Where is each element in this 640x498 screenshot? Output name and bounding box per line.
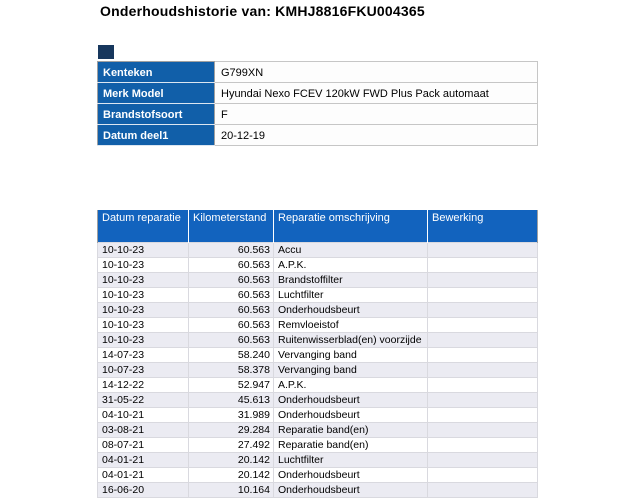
odometer-cell: 31.989 <box>189 407 274 422</box>
repair-date-cell: 04-10-21 <box>98 407 189 422</box>
vehicle-info-table <box>97 61 538 146</box>
odometer-cell: 58.378 <box>189 362 274 377</box>
table-row <box>98 437 538 452</box>
bewerking-cell <box>428 437 538 452</box>
bewerking-cell <box>428 422 538 437</box>
description-cell: Vervanging band <box>274 362 428 377</box>
description-cell: Onderhoudsbeurt <box>274 482 428 497</box>
repair-date-cell: 04-01-21 <box>98 452 189 467</box>
repair-date-cell: 04-01-21 <box>98 467 189 482</box>
table-row <box>98 302 538 317</box>
bewerking-cell <box>428 452 538 467</box>
bewerking-cell <box>428 242 538 257</box>
odometer-cell: 52.947 <box>189 377 274 392</box>
info-row <box>98 125 538 146</box>
odometer-cell: 60.563 <box>189 257 274 272</box>
odometer-cell: 60.563 <box>189 302 274 317</box>
column-header-repair-date: Datum reparatie <box>98 210 189 242</box>
repair-date-cell: 10-10-23 <box>98 272 189 287</box>
info-row-value: 20-12-19 <box>215 125 538 146</box>
repair-date-cell: 14-07-23 <box>98 347 189 362</box>
table-row <box>98 452 538 467</box>
repair-date-cell: 16-06-20 <box>98 482 189 497</box>
info-row-label: Brandstofsoort <box>98 104 215 125</box>
info-row-value: G799XN <box>215 62 538 83</box>
description-cell: Ruitenwisserblad(en) voorzijde <box>274 332 428 347</box>
info-row-label: Kenteken <box>98 62 215 83</box>
description-cell: Reparatie band(en) <box>274 422 428 437</box>
bewerking-cell <box>428 287 538 302</box>
odometer-cell: 60.563 <box>189 242 274 257</box>
description-cell: Remvloeistof <box>274 317 428 332</box>
description-cell: Onderhoudsbeurt <box>274 407 428 422</box>
repair-date-cell: 10-10-23 <box>98 257 189 272</box>
bewerking-cell <box>428 302 538 317</box>
bewerking-cell <box>428 347 538 362</box>
odometer-cell: 20.142 <box>189 467 274 482</box>
table-row <box>98 347 538 362</box>
odometer-cell: 29.284 <box>189 422 274 437</box>
info-row-value: F <box>215 104 538 125</box>
table-row <box>98 407 538 422</box>
description-cell: Vervanging band <box>274 347 428 362</box>
history-header-row <box>98 210 538 242</box>
odometer-cell: 10.164 <box>189 482 274 497</box>
repair-date-cell: 03-08-21 <box>98 422 189 437</box>
table-row <box>98 377 538 392</box>
repair-date-cell: 10-10-23 <box>98 317 189 332</box>
info-row <box>98 62 538 83</box>
info-row-value: Hyundai Nexo FCEV 120kW FWD Plus Pack automaat <box>215 83 538 104</box>
repair-date-cell: 10-10-23 <box>98 287 189 302</box>
repair-date-cell: 31-05-22 <box>98 392 189 407</box>
odometer-cell: 27.492 <box>189 437 274 452</box>
table-row <box>98 482 538 497</box>
table-row <box>98 362 538 377</box>
repair-date-cell: 10-10-23 <box>98 242 189 257</box>
description-cell: Brandstoffilter <box>274 272 428 287</box>
odometer-cell: 45.613 <box>189 392 274 407</box>
description-cell: Onderhoudsbeurt <box>274 467 428 482</box>
column-header-bewerking: Bewerking <box>428 210 538 242</box>
bewerking-cell <box>428 407 538 422</box>
description-cell: Onderhoudsbeurt <box>274 302 428 317</box>
repair-date-cell: 14-12-22 <box>98 377 189 392</box>
column-header-odometer: Kilometerstand <box>189 210 274 242</box>
description-cell: Onderhoudsbeurt <box>274 392 428 407</box>
bewerking-cell <box>428 377 538 392</box>
description-cell: Luchtfilter <box>274 452 428 467</box>
table-row <box>98 332 538 347</box>
repair-date-cell: 08-07-21 <box>98 437 189 452</box>
navy-marker-square <box>98 45 114 59</box>
table-row <box>98 242 538 257</box>
table-row <box>98 257 538 272</box>
odometer-cell: 58.240 <box>189 347 274 362</box>
description-cell: Reparatie band(en) <box>274 437 428 452</box>
table-row <box>98 287 538 302</box>
description-cell: A.P.K. <box>274 257 428 272</box>
bewerking-cell <box>428 482 538 497</box>
column-header-description: Reparatie omschrijving <box>274 210 428 242</box>
table-row <box>98 392 538 407</box>
info-row <box>98 83 538 104</box>
page-title: Onderhoudshistorie van: KMHJ8816FKU004365 <box>100 3 425 19</box>
bewerking-cell <box>428 392 538 407</box>
info-row-label: Merk Model <box>98 83 215 104</box>
odometer-cell: 60.563 <box>189 317 274 332</box>
bewerking-cell <box>428 317 538 332</box>
bewerking-cell <box>428 332 538 347</box>
odometer-cell: 60.563 <box>189 272 274 287</box>
odometer-cell: 60.563 <box>189 332 274 347</box>
bewerking-cell <box>428 257 538 272</box>
repair-date-cell: 10-10-23 <box>98 332 189 347</box>
description-cell: A.P.K. <box>274 377 428 392</box>
info-row <box>98 104 538 125</box>
bewerking-cell <box>428 272 538 287</box>
table-row <box>98 422 538 437</box>
bewerking-cell <box>428 362 538 377</box>
info-row-label: Datum deel1 <box>98 125 215 146</box>
odometer-cell: 60.563 <box>189 287 274 302</box>
odometer-cell: 20.142 <box>189 452 274 467</box>
maintenance-history-table <box>97 210 538 498</box>
repair-date-cell: 10-10-23 <box>98 302 189 317</box>
description-cell: Luchtfilter <box>274 287 428 302</box>
repair-date-cell: 10-07-23 <box>98 362 189 377</box>
table-row <box>98 317 538 332</box>
table-row <box>98 272 538 287</box>
description-cell: Accu <box>274 242 428 257</box>
